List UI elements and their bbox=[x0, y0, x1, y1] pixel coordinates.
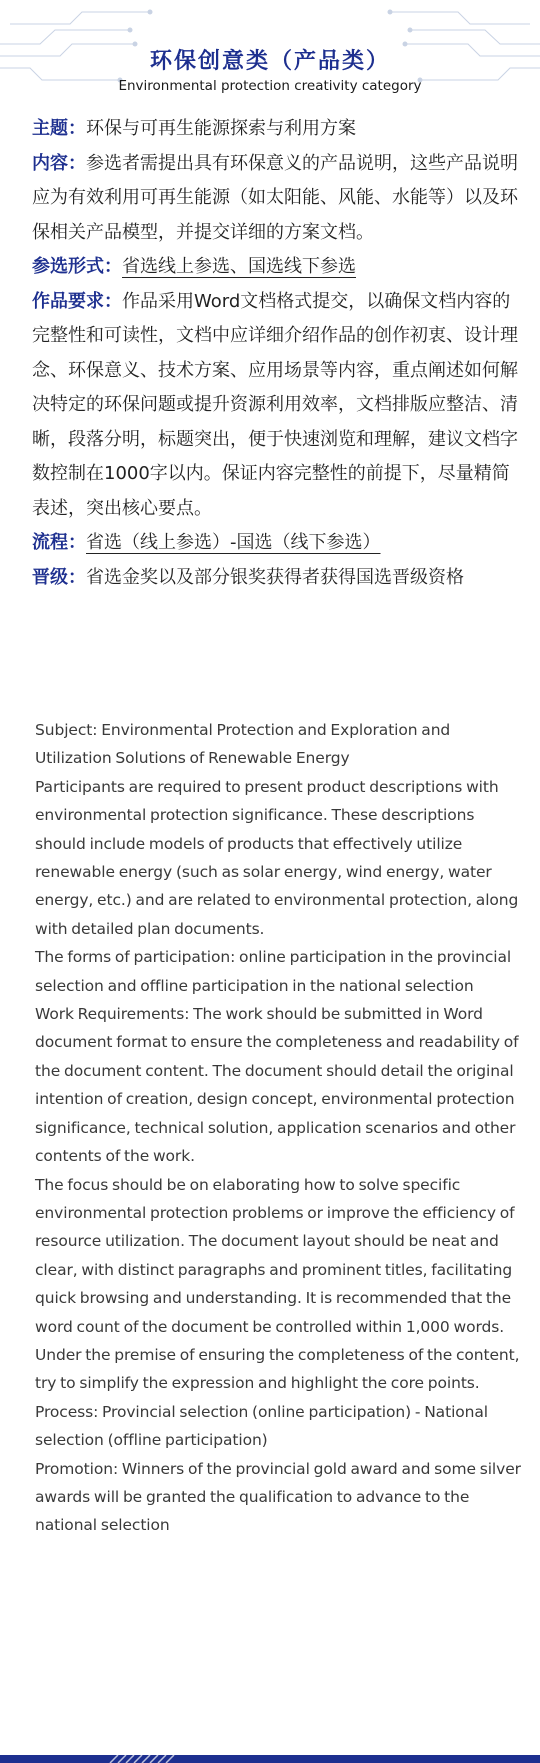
en-process: Process: Provincial selection (online participation) - National selection (offline participation) bbox=[35, 1402, 488, 1450]
cn-form-label: 参选形式： bbox=[32, 256, 122, 277]
header-banner bbox=[0, 0, 540, 104]
cn-requirements-label: 作品要求： bbox=[32, 290, 122, 312]
cn-process bbox=[32, 526, 518, 561]
en-focus: The focus should be on elaborating how to solve specific environmental protection problems or improve the efficiency of resource utilization. The document layout should be neat and clear, with distinct paragraphs and prominent titles, facilitating quick browsing and understanding. It is recommended that the word count of the document be controlled within 1,000 words. Under the premise of ensuring the completeness of the content, try to simplify the expression and highlight the core points. bbox=[35, 1175, 520, 1393]
en-form: The forms of participation: online participation in the provincial selection and offline participation in the national selection bbox=[35, 948, 512, 995]
cn-process-label: 流程： bbox=[32, 532, 86, 553]
page-subtitle: Environmental protection creativity category bbox=[118, 78, 422, 94]
cn-subject bbox=[32, 112, 518, 147]
cn-promotion-text: 省选金奖以及部分银奖获得者获得国选晋级资格 bbox=[86, 566, 464, 588]
cn-form-text: 省选线上参选、国选线下参选 bbox=[122, 256, 356, 277]
en-content: Participants are required to present product descriptions with environmental protection significance. These descriptions should include models of products that effectively utilize renewable energy (such as solar energy, wind energy, water energy, etc.) and are related to environmental protection, along with detailed plan documents. bbox=[35, 777, 519, 938]
cn-process-text: 省选（线上参选）-国选（线下参选） bbox=[86, 532, 381, 553]
cn-form bbox=[32, 250, 518, 285]
cn-promotion bbox=[32, 561, 518, 596]
bottom-decoration bbox=[0, 1755, 540, 1763]
cn-subject-label: 主题： bbox=[32, 118, 86, 139]
chinese-description bbox=[32, 112, 518, 595]
cn-subject-text: 环保与可再生能源探索与利用方案 bbox=[86, 118, 356, 139]
cn-promotion-label: 晋级： bbox=[32, 566, 86, 588]
cn-content-text: 参选者需提出具有环保意义的产品说明，这些产品说明应为有效利用可再生能源（如太阳能、风能、水能等）以及环保相关产品模型，并提交详细的方案文档。 bbox=[32, 152, 518, 243]
cn-requirements bbox=[32, 285, 518, 527]
en-promotion: Promotion: Winners of the provincial gold award and some silver awards will be granted the qualification to advance to the national selection bbox=[35, 1459, 521, 1535]
page-title: 环保创意类（产品类） bbox=[149, 49, 390, 74]
cn-requirements-text: 作品采用Word文档格式提交，以确保文档内容的完整性和可读性，文档中应详细介绍作品的创作初衷、设计理念、环保意义、技术方案、应用场景等内容，重点阐述如何解决特定的环保问题或提升资源利用效率，文档排版应整洁、清晰，段落分明，标题突出，便于快速浏览和理解，建议文档字数控制在1000字以内。保证内容完整性的前提下，尽量精简表述，突出核心要点。 bbox=[32, 290, 518, 519]
cn-content bbox=[32, 147, 518, 251]
english-description bbox=[35, 716, 525, 1540]
en-subject: Subject: Environmental Protection and Exploration and Utilization Solutions of Renewable Energy bbox=[35, 721, 451, 768]
cn-content-label: 内容： bbox=[32, 152, 86, 174]
en-requirements: Work Requirements: The work should be submitted in Word document format to ensure the completeness and readability of the document content. The document should detail the original intention of creation, design concept, environmental protection significance, technical solution, application scenarios and other contents of the work. bbox=[35, 1005, 519, 1166]
